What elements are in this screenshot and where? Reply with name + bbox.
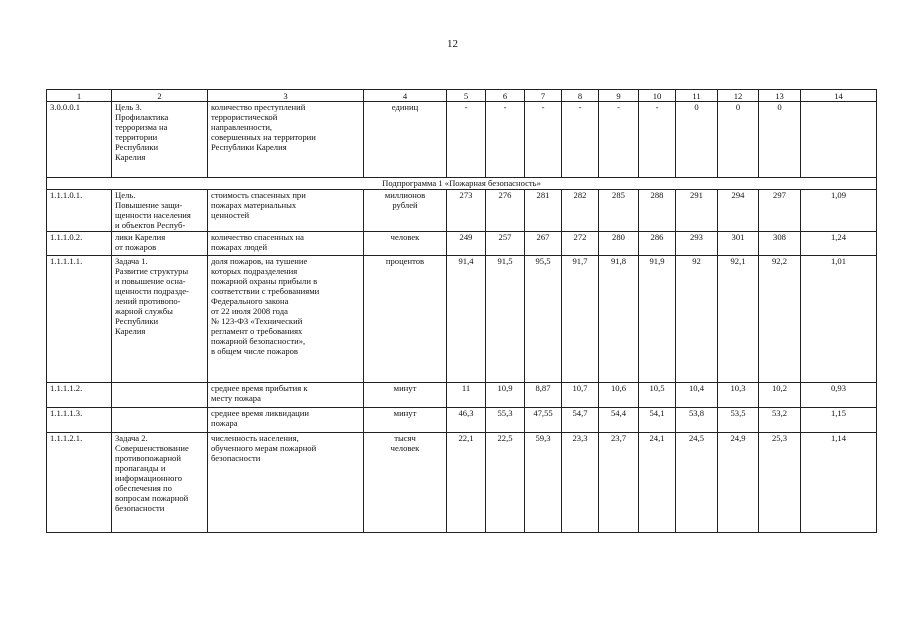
value-cell: 8,87 <box>525 383 562 408</box>
value-cell: 59,3 <box>525 433 562 533</box>
coefficient-cell: 1,14 <box>801 433 877 533</box>
table-row <box>47 190 877 232</box>
value-cell: 10,5 <box>639 383 676 408</box>
table-row <box>47 232 877 256</box>
column-header: 5 <box>447 90 486 102</box>
column-header: 2 <box>112 90 208 102</box>
value-cell: 272 <box>562 232 599 256</box>
row-code: 1.1.1.1.3. <box>47 408 112 433</box>
table-row <box>47 433 877 533</box>
value-cell: 23,7 <box>599 433 639 533</box>
value-cell: 91,9 <box>639 256 676 383</box>
value-cell: 291 <box>676 190 718 232</box>
value-cell: 10,3 <box>718 383 759 408</box>
goal-cell <box>112 383 208 408</box>
value-cell: 276 <box>486 190 525 232</box>
value-cell: 280 <box>599 232 639 256</box>
table-row <box>47 383 877 408</box>
row-code: 1.1.1.2.1. <box>47 433 112 533</box>
value-cell: 281 <box>525 190 562 232</box>
value-cell: 92,1 <box>718 256 759 383</box>
value-cell: 53,5 <box>718 408 759 433</box>
row-code: 1.1.1.1.2. <box>47 383 112 408</box>
row-code: 1.1.1.1.1. <box>47 256 112 383</box>
column-header: 11 <box>676 90 718 102</box>
value-cell: 54,1 <box>639 408 676 433</box>
table-body <box>47 90 877 533</box>
goal-cell: Задача 1. Развитие структуры и повышение осна- щенности подразде- лений противопо- жарной службы Республики Карелия <box>112 256 208 383</box>
indicator-cell: доля пожаров, на тушение которых подразделения пожарной охраны прибыли в соответствии с требованиями Федерального закона от 22 июля 2008 года № 123-ФЗ «Технический регламент о требованиях пожарной безопасности», в общем числе пожаров <box>208 256 364 383</box>
coefficient-cell <box>801 102 877 178</box>
row-code: 3.0.0.0.1 <box>47 102 112 178</box>
column-header: 7 <box>525 90 562 102</box>
value-cell: 47,55 <box>525 408 562 433</box>
column-header: 10 <box>639 90 676 102</box>
unit-cell: единиц <box>364 102 447 178</box>
coefficient-cell: 0,93 <box>801 383 877 408</box>
value-cell: 55,3 <box>486 408 525 433</box>
indicator-cell: стоимость спасенных при пожарах материальных ценностей <box>208 190 364 232</box>
unit-cell: минут <box>364 408 447 433</box>
value-cell: 286 <box>639 232 676 256</box>
value-cell: 54,4 <box>599 408 639 433</box>
value-cell: 95,5 <box>525 256 562 383</box>
unit-cell: человек <box>364 232 447 256</box>
goal-cell: Задача 2. Совершенствование противопожарной пропаганды и информационного обеспечения по вопросам пожарной безопасности <box>112 433 208 533</box>
value-cell: 308 <box>759 232 801 256</box>
table-row <box>47 408 877 433</box>
value-cell: 91,5 <box>486 256 525 383</box>
coefficient-cell: 1,24 <box>801 232 877 256</box>
value-cell: - <box>486 102 525 178</box>
goal-cell: Цель 3. Профилактика терроризма на территории Республики Карелия <box>112 102 208 178</box>
unit-cell: минут <box>364 383 447 408</box>
header-row <box>47 90 877 102</box>
goal-cell: лики Карелия от пожаров <box>112 232 208 256</box>
goal-cell <box>112 408 208 433</box>
column-header: 9 <box>599 90 639 102</box>
value-cell: 0 <box>676 102 718 178</box>
indicator-cell: среднее время прибытия к месту пожара <box>208 383 364 408</box>
row-code: 1.1.1.0.2. <box>47 232 112 256</box>
indicator-cell: среднее время ликвидации пожара <box>208 408 364 433</box>
indicator-cell: количество преступлений террористической направленности, совершенных на территории Республики Карелия <box>208 102 364 178</box>
value-cell: - <box>447 102 486 178</box>
value-cell: 301 <box>718 232 759 256</box>
value-cell: 249 <box>447 232 486 256</box>
subprogram-title: Подпрограмма 1 «Пожарная безопасность» <box>47 178 877 190</box>
row-code: 1.1.1.0.1. <box>47 190 112 232</box>
unit-cell: тысяч человек <box>364 433 447 533</box>
value-cell: 53,2 <box>759 408 801 433</box>
value-cell: 297 <box>759 190 801 232</box>
value-cell: 91,8 <box>599 256 639 383</box>
value-cell: 24,5 <box>676 433 718 533</box>
indicator-cell: численность населения, обученного мерам пожарной безопасности <box>208 433 364 533</box>
unit-cell: миллионов рублей <box>364 190 447 232</box>
value-cell: 24,9 <box>718 433 759 533</box>
value-cell: 92 <box>676 256 718 383</box>
table-row <box>47 256 877 383</box>
page-number: 12 <box>447 38 458 50</box>
indicator-cell: количество спасенных на пожарах людей <box>208 232 364 256</box>
column-header: 14 <box>801 90 877 102</box>
value-cell: 53,8 <box>676 408 718 433</box>
coefficient-cell: 1,09 <box>801 190 877 232</box>
subprogram-row <box>47 178 877 190</box>
value-cell: 10,4 <box>676 383 718 408</box>
value-cell: 91,4 <box>447 256 486 383</box>
value-cell: 23,3 <box>562 433 599 533</box>
value-cell: 0 <box>718 102 759 178</box>
value-cell: 10,6 <box>599 383 639 408</box>
unit-cell: процентов <box>364 256 447 383</box>
value-cell: 294 <box>718 190 759 232</box>
value-cell: 10,9 <box>486 383 525 408</box>
value-cell: 22,5 <box>486 433 525 533</box>
table-row <box>47 102 877 178</box>
indicators-table <box>46 89 877 533</box>
column-header: 4 <box>364 90 447 102</box>
coefficient-cell: 1,15 <box>801 408 877 433</box>
column-header: 8 <box>562 90 599 102</box>
value-cell: 273 <box>447 190 486 232</box>
value-cell: 22,1 <box>447 433 486 533</box>
value-cell: - <box>562 102 599 178</box>
value-cell: 267 <box>525 232 562 256</box>
column-header: 12 <box>718 90 759 102</box>
coefficient-cell: 1,01 <box>801 256 877 383</box>
value-cell: 10,2 <box>759 383 801 408</box>
column-header: 3 <box>208 90 364 102</box>
value-cell: 92,2 <box>759 256 801 383</box>
value-cell: 0 <box>759 102 801 178</box>
value-cell: 285 <box>599 190 639 232</box>
value-cell: 25,3 <box>759 433 801 533</box>
value-cell: 293 <box>676 232 718 256</box>
value-cell: 11 <box>447 383 486 408</box>
value-cell: 282 <box>562 190 599 232</box>
goal-cell: Цель. Повышение защи- щенности населения и объектов Респуб- <box>112 190 208 232</box>
value-cell: 257 <box>486 232 525 256</box>
column-header: 13 <box>759 90 801 102</box>
value-cell: 54,7 <box>562 408 599 433</box>
value-cell: 10,7 <box>562 383 599 408</box>
value-cell: 24,1 <box>639 433 676 533</box>
value-cell: 288 <box>639 190 676 232</box>
value-cell: - <box>525 102 562 178</box>
value-cell: 91,7 <box>562 256 599 383</box>
column-header: 6 <box>486 90 525 102</box>
value-cell: - <box>639 102 676 178</box>
value-cell: 46,3 <box>447 408 486 433</box>
column-header: 1 <box>47 90 112 102</box>
value-cell: - <box>599 102 639 178</box>
